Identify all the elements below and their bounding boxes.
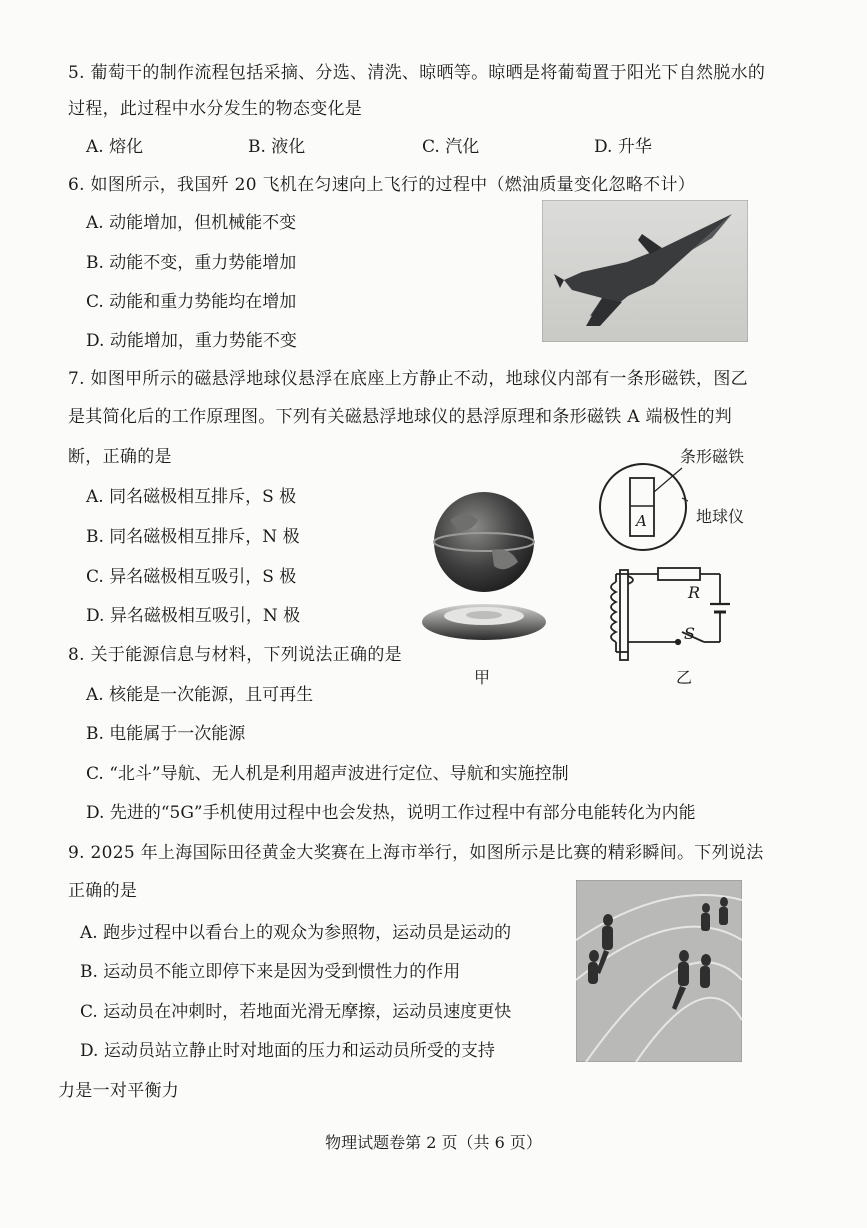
switch-s-label: S — [684, 624, 695, 643]
electromagnet-circuit-diagram — [598, 564, 748, 664]
magnet-end-a-label: A — [636, 512, 647, 530]
iron-core-rect — [620, 570, 628, 660]
q9-option-a: A. 跑步过程中以看台上的观众为参照物，运动员是运动的 — [80, 923, 512, 943]
q5-option-c: C. 汽化 — [422, 137, 480, 157]
figure-yi-label: 乙 — [676, 668, 693, 687]
page-footer: 物理试题卷第 2 页（共 6 页） — [325, 1133, 542, 1152]
q9-option-c: C. 运动员在冲刺时，若地面光滑无摩擦，运动员速度更快 — [80, 1002, 512, 1022]
globe-label: 地球仪 — [696, 507, 745, 526]
globe-icon — [434, 492, 534, 592]
q7-stem-line1: 7. 如图甲所示的磁悬浮地球仪悬浮在底座上方静止不动，地球仪内部有一条形磁铁，图乙 — [68, 369, 748, 389]
q7-stem-line2: 是其简化后的工作原理图。下列有关磁悬浮地球仪的悬浮原理和条形磁铁 A 端极性的判 — [68, 407, 733, 427]
q9-option-d-continued: 力是一对平衡力 — [58, 1081, 180, 1101]
coil-icon — [611, 582, 616, 642]
maglev-globe-photo — [414, 490, 554, 660]
bar-magnet-label: 条形磁铁 — [680, 447, 745, 466]
q6-stem: 6. 如图所示，我国歼 20 飞机在匀速向上飞行的过程中（燃油质量变化忽略不计） — [68, 175, 696, 195]
q5-option-b: B. 液化 — [248, 137, 306, 157]
resistor-r-icon — [658, 568, 700, 580]
q7-option-a: A. 同名磁极相互排斥，S 极 — [86, 487, 297, 507]
q8-stem: 8. 关于能源信息与材料，下列说法正确的是 — [68, 645, 402, 665]
q9-option-d: D. 运动员站立静止时对地面的压力和运动员所受的支持 — [80, 1041, 495, 1061]
q6-option-a: A. 动能增加，但机械能不变 — [86, 213, 297, 233]
q9-stem-line1: 9. 2025 年上海国际田径黄金大奖赛在上海市举行，如图所示是比赛的精彩瞬间。下列说法 — [68, 843, 764, 863]
q7-option-c: C. 异名磁极相互吸引，S 极 — [86, 567, 297, 587]
q5-option-a: A. 熔化 — [86, 137, 144, 157]
q9-option-b: B. 运动员不能立即停下来是因为受到惯性力的作用 — [80, 962, 461, 982]
q8-option-d: D. 先进的“5G”手机使用过程中也会发热，说明工作过程中有部分电能转化为内能 — [86, 803, 696, 823]
q6-option-b: B. 动能不变，重力势能增加 — [86, 253, 297, 273]
resistor-r-label: R — [688, 583, 701, 602]
maglev-base-icon — [422, 604, 546, 640]
globe-schematic — [598, 462, 688, 552]
q6-option-c: C. 动能和重力势能均在增加 — [86, 292, 297, 312]
q6-option-d: D. 动能增加，重力势能不变 — [86, 331, 297, 351]
q5-stem-line1: 5. 葡萄干的制作流程包括采摘、分选、清洗、晾晒等。晾晒是将葡萄置于阳光下自然脱水的 — [68, 63, 766, 83]
q7-option-d: D. 异名磁极相互吸引，N 极 — [86, 606, 301, 626]
fighter-jet-photo — [542, 200, 748, 342]
q5-option-d: D. 升华 — [594, 137, 652, 157]
q8-option-a: A. 核能是一次能源，且可再生 — [86, 685, 314, 705]
q8-option-b: B. 电能属于一次能源 — [86, 724, 246, 744]
q9-stem-line2: 正确的是 — [68, 881, 138, 901]
q7-stem-line3: 断，正确的是 — [68, 447, 172, 467]
q8-option-c: C. “北斗”导航、无人机是利用超声波进行定位、导航和实施控制 — [86, 764, 569, 784]
q5-stem-line2: 过程，此过程中水分发生的物态变化是 — [68, 99, 363, 119]
track-race-photo — [576, 880, 742, 1062]
q7-option-b: B. 同名磁极相互排斥，N 极 — [86, 527, 300, 547]
figure-jia-label: 甲 — [474, 668, 491, 687]
